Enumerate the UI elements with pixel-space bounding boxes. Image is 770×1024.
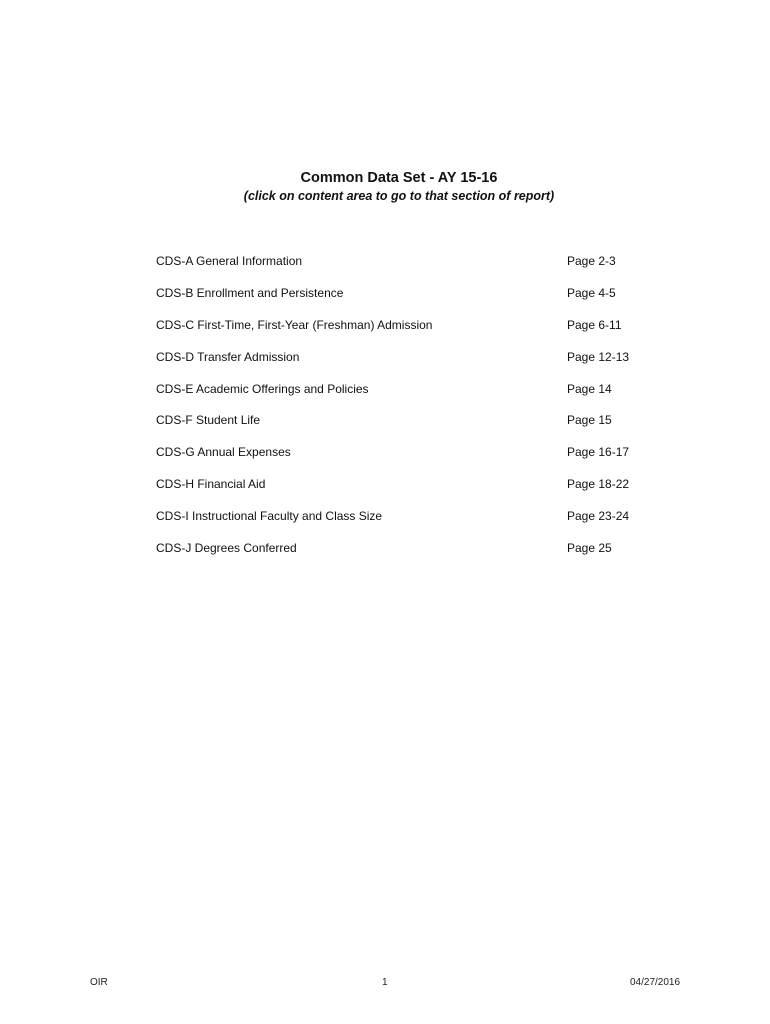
toc-item-faculty-class-size[interactable]	[156, 509, 656, 541]
toc-item-annual-expenses[interactable]	[156, 445, 656, 477]
toc-item-label[interactable]: CDS-E Academic Offerings and Policies	[156, 381, 369, 396]
footer-page-number: 1	[382, 977, 388, 988]
toc-item-freshman-admission[interactable]	[156, 318, 656, 350]
toc-item-label[interactable]: CDS-A General Information	[156, 254, 303, 268]
toc-item-label[interactable]: CDS-I Instructional Faculty and Class Size	[156, 509, 383, 524]
page-title: Common Data Set - AY 15-16	[300, 170, 498, 186]
toc-item-academic-offerings[interactable]	[156, 382, 656, 414]
toc-item-enrollment-persistence[interactable]	[156, 286, 656, 318]
toc-item-label[interactable]: CDS-C First-Time, First-Year (Freshman) Admission	[156, 317, 433, 332]
toc-item-degrees-conferred[interactable]	[156, 541, 656, 573]
toc-item-page[interactable]: Page 2-3	[567, 254, 616, 268]
footer-date: 04/27/2016	[630, 977, 681, 988]
toc-item-student-life[interactable]	[156, 413, 656, 445]
toc-item-label[interactable]: CDS-J Degrees Conferred	[156, 541, 297, 556]
toc-item-page[interactable]: Page 4-5	[567, 285, 616, 300]
toc-item-label[interactable]: CDS-B Enrollment and Persistence	[156, 285, 344, 300]
toc-item-page[interactable]: Page 25	[567, 541, 612, 556]
toc-item-label[interactable]: CDS-F Student Life	[156, 413, 261, 428]
toc-item-transfer-admission[interactable]	[156, 350, 656, 382]
toc-item-label[interactable]: CDS-G Annual Expenses	[156, 445, 291, 460]
toc-item-page[interactable]: Page 6-11	[567, 317, 622, 332]
footer-office: OIR	[90, 977, 108, 988]
toc-item-page[interactable]: Page 15	[567, 413, 612, 428]
toc-item-page[interactable]: Page 14	[567, 381, 612, 396]
toc-item-page[interactable]: Page 12-13	[567, 349, 630, 364]
toc-item-label[interactable]: CDS-D Transfer Admission	[156, 349, 300, 364]
page-subtitle: (click on content area to go to that section of report)	[243, 189, 555, 203]
toc-item-label[interactable]: CDS-H Financial Aid	[156, 477, 266, 492]
toc-item-financial-aid[interactable]	[156, 477, 656, 509]
toc-item-page[interactable]: Page 23-24	[567, 509, 630, 524]
toc-item-page[interactable]: Page 16-17	[567, 445, 630, 460]
table-of-contents	[156, 254, 656, 573]
toc-item-general-information[interactable]	[156, 254, 656, 286]
toc-item-page[interactable]: Page 18-22	[567, 477, 630, 492]
